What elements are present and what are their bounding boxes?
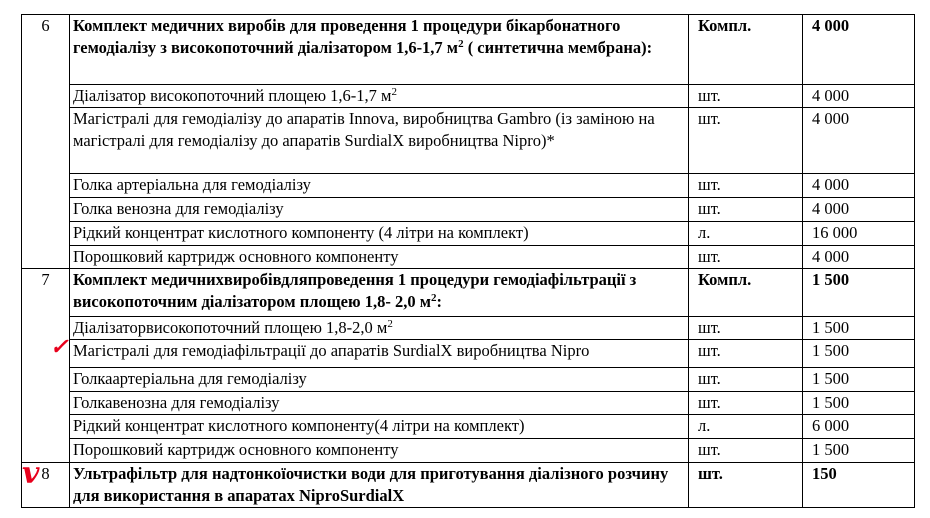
item-description: Діалізатор високопоточний площею 1,6-1,7 $м^2$ [70,85,689,108]
item-description: Голкавенозна для гемодіалізу [70,392,689,415]
item-unit: Компл. [689,15,803,85]
item-unit: шт. [689,392,803,415]
item-description: Діалізаторвисокопоточний площею 1,8-2,0 $м^2$ [70,317,689,340]
table-row [22,269,915,317]
item-description: Порошковий картридж основного компоненту [70,246,689,269]
table-row [22,108,915,174]
table-row [22,222,915,246]
table-row [22,340,915,368]
table-row [22,463,915,508]
item-quantity: 1 500 [803,269,915,317]
item-quantity: 16 000 [803,222,915,246]
row-number: 7 [22,269,70,463]
item-unit: л. [689,415,803,439]
item-quantity: 1 500 [803,392,915,415]
row-number: 8 [22,463,70,508]
table-row [22,317,915,340]
table-row [22,198,915,222]
item-quantity: 1 500 [803,439,915,463]
item-unit: шт. [689,198,803,222]
item-quantity: 4 000 [803,198,915,222]
item-description: Магістралі для гемодіалізу до апаратів Innova, виробництва Gambro (із заміною на магістралі для гемодіалізу до апаратів SurdialX виробництва Nipro)* [70,108,689,174]
item-unit: шт. [689,317,803,340]
checkmark-icon: v [22,456,40,491]
item-unit: шт. [689,246,803,269]
table-row [22,415,915,439]
item-description: Магістралі для гемодіафільтрації до апаратів SurdialX виробництва Nipro [70,340,689,368]
item-quantity: 6 000 [803,415,915,439]
item-unit: шт. [689,85,803,108]
item-quantity: 150 [803,463,915,508]
item-quantity: 1 500 [803,317,915,340]
item-quantity: 4 000 [803,15,915,85]
item-description: Ультрафільтр для надтонкоїочистки води для приготування діалізного розчину для використання в апаратах NiproSurdialX [70,463,689,508]
item-unit: шт. [689,439,803,463]
item-unit: шт. [689,108,803,174]
item-description: Голкаартеріальна для гемодіалізу [70,368,689,392]
row-number: 6 [22,15,70,269]
table-row [22,15,915,85]
item-description: Комплект медичнихвиробівдляпроведення 1 процедури гемодіафільтрації з високопоточним діалізатором площею 1,8- 2,0 $м^2$: [70,269,689,317]
item-unit: шт. [689,340,803,368]
table-row [22,85,915,108]
table-row [22,368,915,392]
item-description: Рідкий концентрат кислотного компоненту(4 літри на комплект) [70,415,689,439]
item-description: Голка артеріальна для гемодіалізу [70,174,689,198]
item-description: Рідкий концентрат кислотного компоненту (4 літри на комплект) [70,222,689,246]
item-quantity: 4 000 [803,246,915,269]
item-description: Голка венозна для гемодіалізу [70,198,689,222]
checkmark-icon: ✓ [50,334,69,360]
table-row [22,392,915,415]
item-unit: шт. [689,174,803,198]
table-row [22,174,915,198]
item-unit: шт. [689,368,803,392]
table-row [22,439,915,463]
item-quantity: 1 500 [803,340,915,368]
item-quantity: 4 000 [803,85,915,108]
item-quantity: 1 500 [803,368,915,392]
item-unit: л. [689,222,803,246]
table-row [22,246,915,269]
item-description: Комплект медичних виробів для проведення 1 процедури бікарбонатного гемодіалізу з високопоточний діалізатором 1,6-1,7 $м^2$ ( синтетична мембрана): [70,15,689,85]
item-quantity: 4 000 [803,174,915,198]
item-unit: шт. [689,463,803,508]
item-description: Порошковий картридж основного компоненту [70,439,689,463]
item-unit: Компл. [689,269,803,317]
item-quantity: 4 000 [803,108,915,174]
medical-supplies-table [21,14,915,508]
